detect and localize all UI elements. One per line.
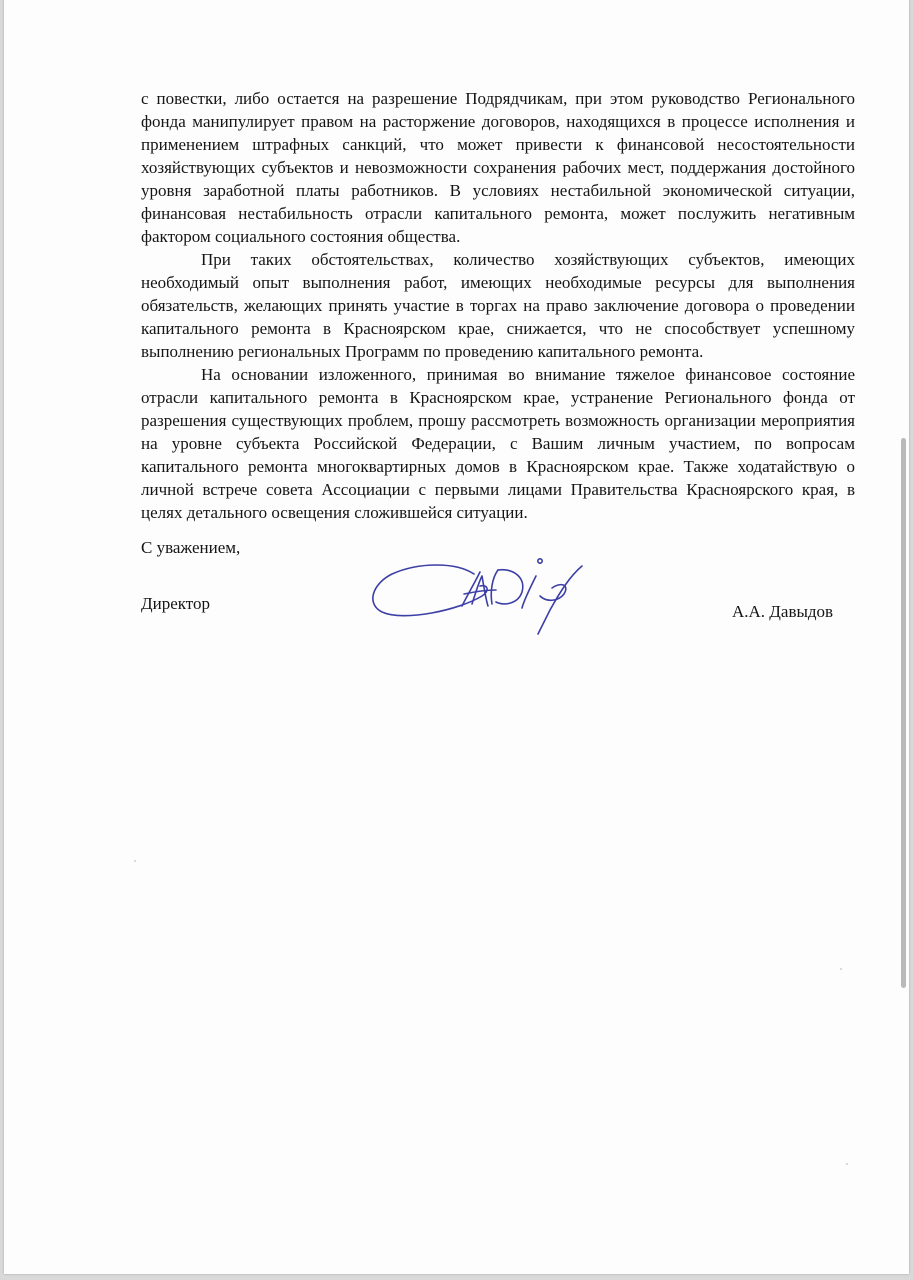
paragraph-request: На основании изложенного, принимая во внимание тяжелое финансовое состояние отрасли капитального ремонта в Красноярском крае, устранение Регионального фонда от разрешения существующих проблем, прошу рассмотреть возможность организации мероприятия на уровне субъекта Российской Федерации, с Вашим личным участием, по вопросам капитального ремонта многоквартирных домов в Красноярском крае. Также ходатайствую о личной встрече совета Ассоциации с первыми лицами Правительства Красноярского края, в целях детального освещения сложившейся ситуации.: [141, 365, 855, 522]
closing-salutation: С уважением,: [141, 538, 241, 557]
scan-speck: [846, 1163, 848, 1165]
letter-body: [141, 87, 855, 524]
vertical-scrollbar[interactable]: [901, 438, 906, 988]
handwritten-signature: [364, 548, 599, 638]
signer-name: А.А. Давыдов: [732, 602, 834, 621]
scan-speck: [134, 860, 136, 862]
signer-position: Директор: [141, 594, 210, 613]
paragraph-circumstances: При таких обстоятельствах, количество хозяйствующих субъектов, имеющих необходимый опыт выполнения работ, имеющих необходимые ресурсы для выполнения обязательств, желающих принять участие в торгах на право заключение договора о проведении капитального ремонта в Красноярском крае, снижается, что не способствует успешному выполнению региональных Программ по проведению капитального ремонта.: [141, 250, 855, 361]
document-page: [4, 0, 909, 1274]
scan-speck: [840, 968, 842, 970]
paragraph-continuation: с повестки, либо остается на разрешение Подрядчикам, при этом руководство Регионального фонда манипулирует правом на расторжение договоров, находящихся в процессе исполнения и применением штрафных санкций, что может привести к финансовой несостоятельности хозяйствующих субъектов и невозможности сохранения рабочих мест, поддержания достойного уровня заработной платы работников. В условиях нестабильной экономической ситуации, финансовая нестабильность отрасли капитального ремонта, может послужить негативным фактором социального состояния общества.: [141, 89, 855, 246]
